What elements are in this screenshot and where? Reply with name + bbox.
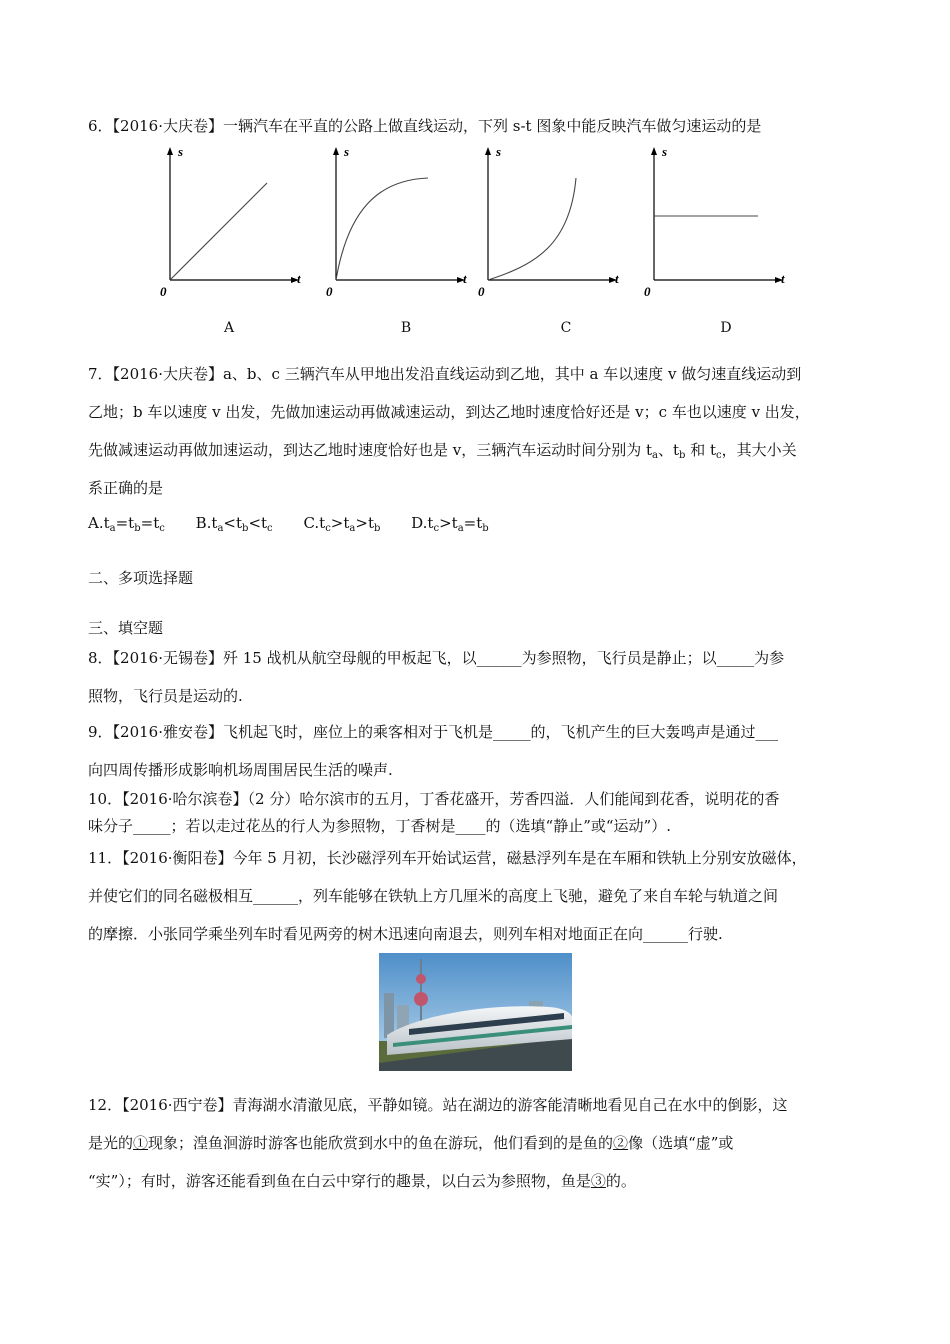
q12-blank-3[interactable]: ③ xyxy=(590,1172,606,1190)
graph-d-t-label: t xyxy=(781,271,785,286)
section-fill-in: 三、填空题 xyxy=(88,619,164,637)
graph-d-origin: 0 xyxy=(644,284,651,299)
q7-line2: 乙地；b 车以速度 v 出发，先做加速运动再做减速运动，到达乙地时速度恰好还是 v；c 车也以速度 v 出发， xyxy=(88,403,810,421)
q12-line1: 12．【2016·西宁卷】青海湖水清澈见底，平静如镜。站在湖边的游客能清晰地看见自己在水中的倒影，这 xyxy=(88,1096,788,1114)
graph-label-a: A xyxy=(223,320,235,336)
graph-d xyxy=(636,140,801,305)
q9-line2: 向四周传播形成影响机场周围居民生活的噪声. xyxy=(88,761,393,779)
q7-option-a: $A.t_a=t_b=t_c$ xyxy=(88,514,165,534)
graph-a-s-label: s xyxy=(178,144,184,159)
q9-line1: 9．【2016·雅安卷】飞机起飞时，座位上的乘客相对于飞机是_____的，飞机产生的巨大轰鸣声是通过___ xyxy=(88,723,779,741)
graph-a-origin: 0 xyxy=(160,284,167,299)
q7-option-d: $D.t_c>t_a=t_b$ xyxy=(411,514,489,534)
q8-line1: 8．【2016·无锡卷】歼 15 战机从航空母舰的甲板起飞，以______为参照物，飞行员是静止；以_____为参 xyxy=(88,649,785,667)
q7-line3: 先做减速运动再做加速运动，到达乙地时速度恰好也是 v，三辆汽车运动时间分别为 $t_a$、$t_b$ 和 $t_c$，其大小关 xyxy=(88,441,797,461)
q11-line2: 并使它们的同名磁极相互______，列车能够在铁轨上方几厘米的高度上飞驰，避免了来自车轮与轨道之间 xyxy=(88,887,779,905)
q10-line1: 10．【2016·哈尔滨卷】（2 分）哈尔滨市的五月，丁香花盛开，芳香四溢．人们能闻到花香，说明花的香 xyxy=(88,790,780,808)
graph-c xyxy=(470,140,635,305)
q7-line1: 7．【2016·大庆卷】a、b、c 三辆汽车从甲地出发沿直线运动到乙地，其中 a 车以速度 v 做匀速直线运动到 xyxy=(88,365,802,383)
maglev-train-photo xyxy=(379,953,572,1071)
graph-b-s-label: s xyxy=(344,144,350,159)
graph-a xyxy=(152,140,317,305)
q12-line3: “实”）；有时，游客还能看到鱼在白云中穿行的趣景，以白云为参照物，鱼是③的。 xyxy=(88,1172,636,1190)
q6-text: 6．【2016·大庆卷】一辆汽车在平直的公路上做直线运动，下列 s-t 图象中能反映汽车做匀速运动的是 xyxy=(88,117,762,135)
q8-line2: 照物，飞行员是运动的. xyxy=(88,687,243,705)
section-multiple-choice: 二、多项选择题 xyxy=(88,569,194,587)
q7-option-b: $B.t_a<t_b<t_c$ xyxy=(195,514,273,534)
q10-line2: 味分子_____；若以走过花丛的行人为参照物，丁香树是____的（选填“静止”或“运动”）. xyxy=(88,817,671,835)
q12-blank-1[interactable]: ① xyxy=(133,1134,149,1152)
q11-line1: 11．【2016·衡阳卷】今年 5 月初，长沙磁浮列车开始试运营，磁悬浮列车是在车厢和铁轨上分别安放磁体， xyxy=(88,849,807,867)
q7-option-c: $C.t_c>t_a>t_b$ xyxy=(303,514,381,534)
q7-line4: 系正确的是 xyxy=(88,479,164,497)
graph-c-t-label: t xyxy=(615,271,619,286)
graph-b-t-label: t xyxy=(463,271,467,286)
q7-options xyxy=(88,513,489,533)
graph-label-c: C xyxy=(560,320,572,336)
graph-b-origin: 0 xyxy=(326,284,333,299)
q12-line2: 是光的①现象；湟鱼洄游时游客也能欣赏到水中的鱼在游玩，他们看到的是鱼的②像（选填“虚”或 xyxy=(88,1134,734,1152)
graph-b xyxy=(318,140,483,305)
graph-label-b: B xyxy=(400,320,412,336)
graph-c-origin: 0 xyxy=(478,284,485,299)
q12-blank-2[interactable]: ② xyxy=(613,1134,629,1152)
graph-label-d: D xyxy=(720,320,732,336)
graph-d-s-label: s xyxy=(662,144,668,159)
graph-a-t-label: t xyxy=(297,271,301,286)
graph-c-s-label: s xyxy=(496,144,502,159)
q11-line3: 的摩擦．小张同学乘坐列车时看见两旁的树木迅速向南退去，则列车相对地面正在向______行驶. xyxy=(88,925,723,943)
